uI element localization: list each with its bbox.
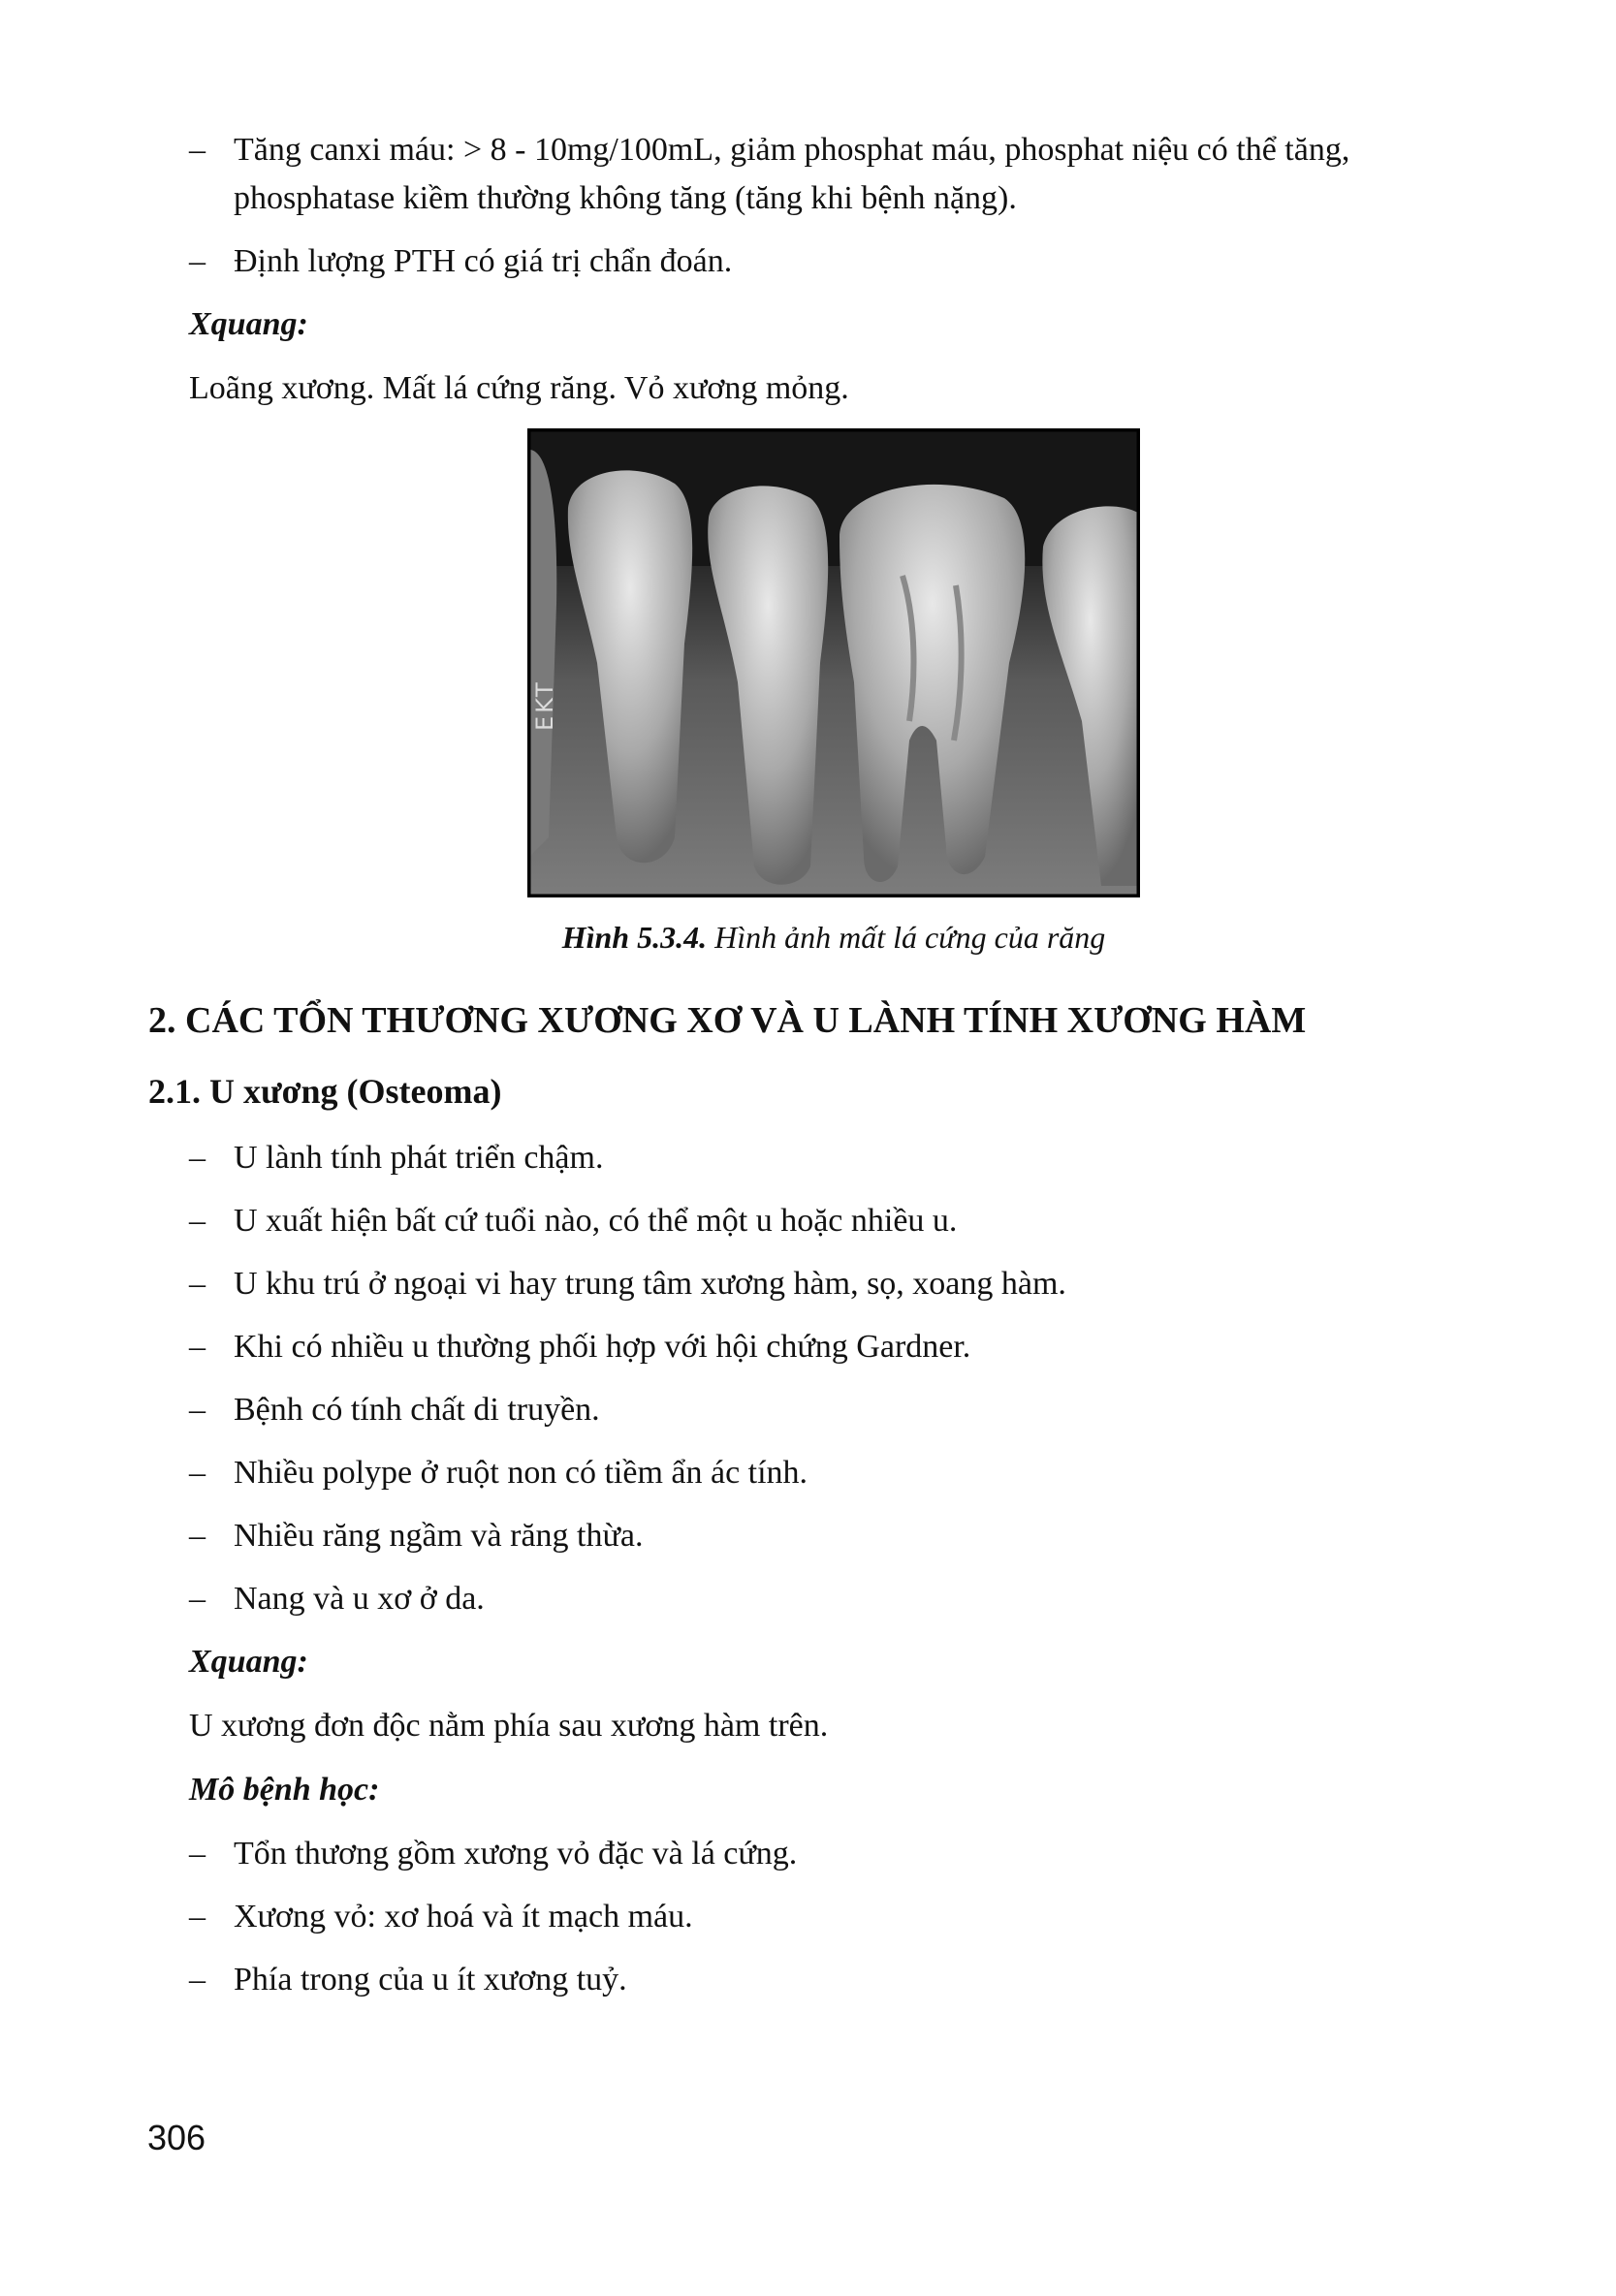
list-item: – Bệnh có tính chất di truyền.: [189, 1386, 1478, 1434]
dental-xray-image: [527, 428, 1140, 897]
list-item: – Tổn thương gồm xương vỏ đặc và lá cứng.: [189, 1830, 1478, 1878]
list-item: – U lành tính phát triển chậm.: [189, 1134, 1478, 1182]
xquang-text: Loãng xương. Mất lá cứng răng. Vỏ xương mỏng.: [189, 370, 849, 406]
subsection-heading: 2.1. U xương (Osteoma): [148, 1072, 502, 1111]
bullet-dash: –: [189, 1899, 206, 1934]
page-number: 306: [147, 2118, 206, 2157]
bullet-dash: –: [189, 1392, 206, 1428]
histopathology-heading: Mô bệnh học:: [189, 1772, 380, 1808]
figure-caption-label: Hình 5.3.4.: [561, 920, 708, 955]
bullet-dash: –: [189, 243, 206, 279]
figure: [189, 428, 1478, 959]
bullet-dash: –: [189, 1455, 206, 1491]
list-item: – Phía trong của u ít xương tuỷ.: [189, 1956, 1478, 2004]
list-item: – Nhiều răng ngầm và răng thừa.: [189, 1512, 1478, 1560]
list-item: – Khi có nhiều u thường phối hợp với hội chứng Gardner.: [189, 1323, 1478, 1371]
film-mark-text: EKT: [531, 679, 558, 731]
top-bullet-list: [189, 126, 1478, 286]
bullet-dash: –: [189, 1581, 206, 1617]
bullet-dash: –: [189, 1962, 206, 1997]
list-item: – Nang và u xơ ở da.: [189, 1575, 1478, 1623]
list-item: – Định lượng PTH có giá trị chẩn đoán.: [189, 237, 1478, 286]
bullet-dash: –: [189, 1329, 206, 1365]
bullet-dash: –: [189, 1518, 206, 1554]
histopathology-bullet-list: [189, 1830, 1478, 2004]
bullet-dash: –: [189, 1140, 206, 1176]
figure-caption-text: Hình ảnh mất lá cứng của răng: [707, 920, 1106, 955]
bullet-dash: –: [189, 1203, 206, 1239]
list-item: – Nhiều polype ở ruột non có tiềm ẩn ác tính.: [189, 1449, 1478, 1497]
page-content: [148, 126, 1478, 2019]
section-heading: 2. CÁC TỔN THƯƠNG XƯƠNG XƠ VÀ U LÀNH TÍNH XƯƠNG HÀM: [148, 1000, 1307, 1041]
xquang-heading: Xquang:: [189, 1644, 308, 1680]
list-item: – Tăng canxi máu: > 8 - 10mg/100mL, giảm phosphat máu, phosphat niệu có thể tăng, phosphatase kiềm thường không tăng (tăng khi bệnh nặng).: [189, 126, 1478, 223]
osteoma-bullet-list: [189, 1134, 1478, 1623]
list-item: – Xương vỏ: xơ hoá và ít mạch máu.: [189, 1893, 1478, 1941]
list-item: – U xuất hiện bất cứ tuổi nào, có thể một u hoặc nhiều u.: [189, 1197, 1478, 1245]
bullet-dash: –: [189, 1266, 206, 1302]
list-item: – U khu trú ở ngoại vi hay trung tâm xương hàm, sọ, xoang hàm.: [189, 1260, 1478, 1308]
xquang-heading: Xquang:: [189, 306, 308, 342]
figure-caption: [189, 915, 1478, 959]
xquang-text: U xương đơn độc nằm phía sau xương hàm trên.: [189, 1708, 829, 1744]
bullet-dash: –: [189, 1836, 206, 1871]
bullet-dash: –: [189, 132, 206, 168]
